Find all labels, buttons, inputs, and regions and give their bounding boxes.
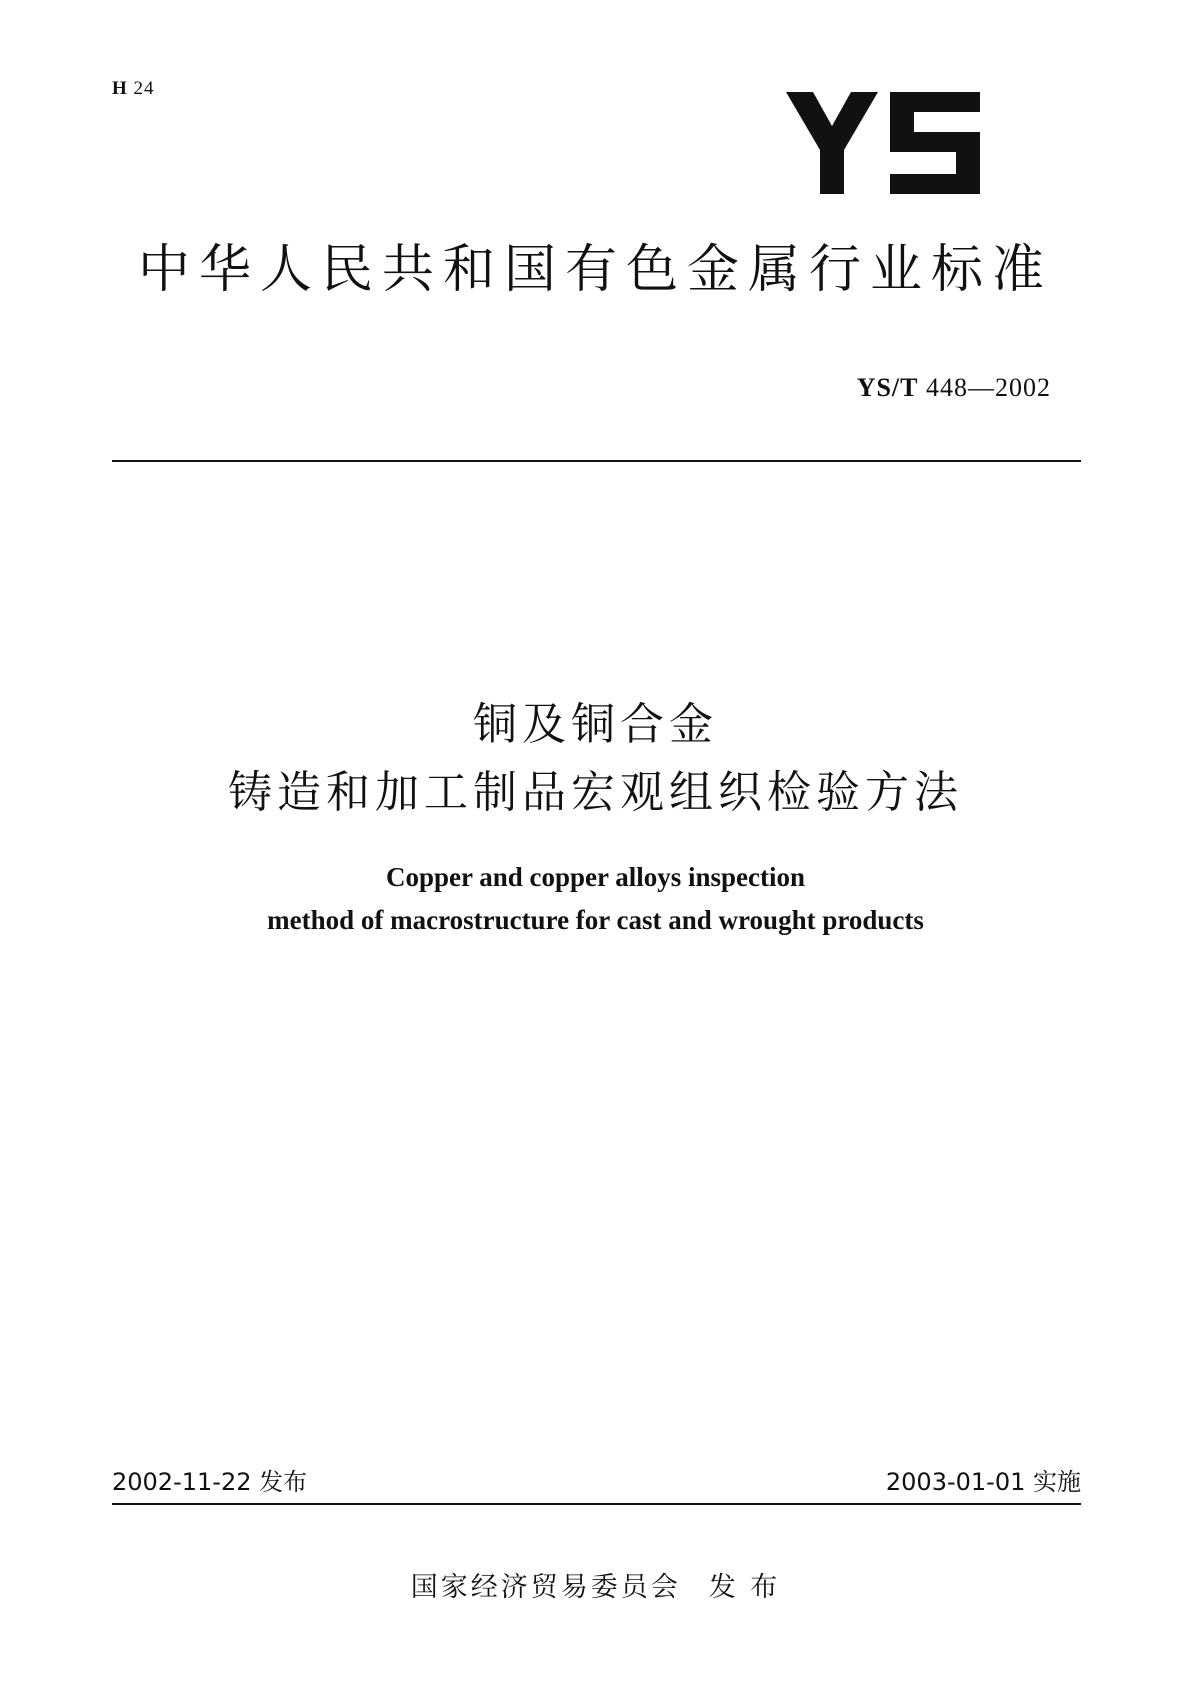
classification-number: 24 bbox=[133, 78, 155, 99]
issuer-line bbox=[0, 1565, 1191, 1604]
standard-number bbox=[857, 373, 1051, 403]
issuer-name: 国家经济贸易委员会 bbox=[410, 1572, 681, 1603]
issue-date: 2002-11-22 发布 bbox=[112, 1468, 308, 1496]
issuer-action: 发 布 bbox=[708, 1572, 781, 1603]
title-en-line1: Copper and copper alloys inspection bbox=[385, 862, 806, 892]
standard-heading: 中华人民共和国有色金属行业标准 bbox=[137, 240, 1053, 300]
title-en-line2: method of macrostructure for cast and wrought products bbox=[267, 905, 924, 935]
standard-number-prefix: YS/T bbox=[856, 373, 919, 402]
bottom-divider bbox=[112, 1503, 1081, 1505]
classification-letter: H bbox=[112, 78, 128, 99]
implementation-date: 2003-01-01 实施 bbox=[885, 1468, 1081, 1496]
classification-code bbox=[112, 78, 155, 100]
title-cn-line2: 铸造和加工制品宏观组织检验方法 bbox=[228, 767, 963, 818]
top-divider bbox=[112, 460, 1081, 462]
ys-logo bbox=[786, 92, 980, 194]
title-cn-line1: 铜及铜合金 bbox=[473, 699, 718, 750]
standard-number-value: 448—2002 bbox=[926, 373, 1051, 402]
